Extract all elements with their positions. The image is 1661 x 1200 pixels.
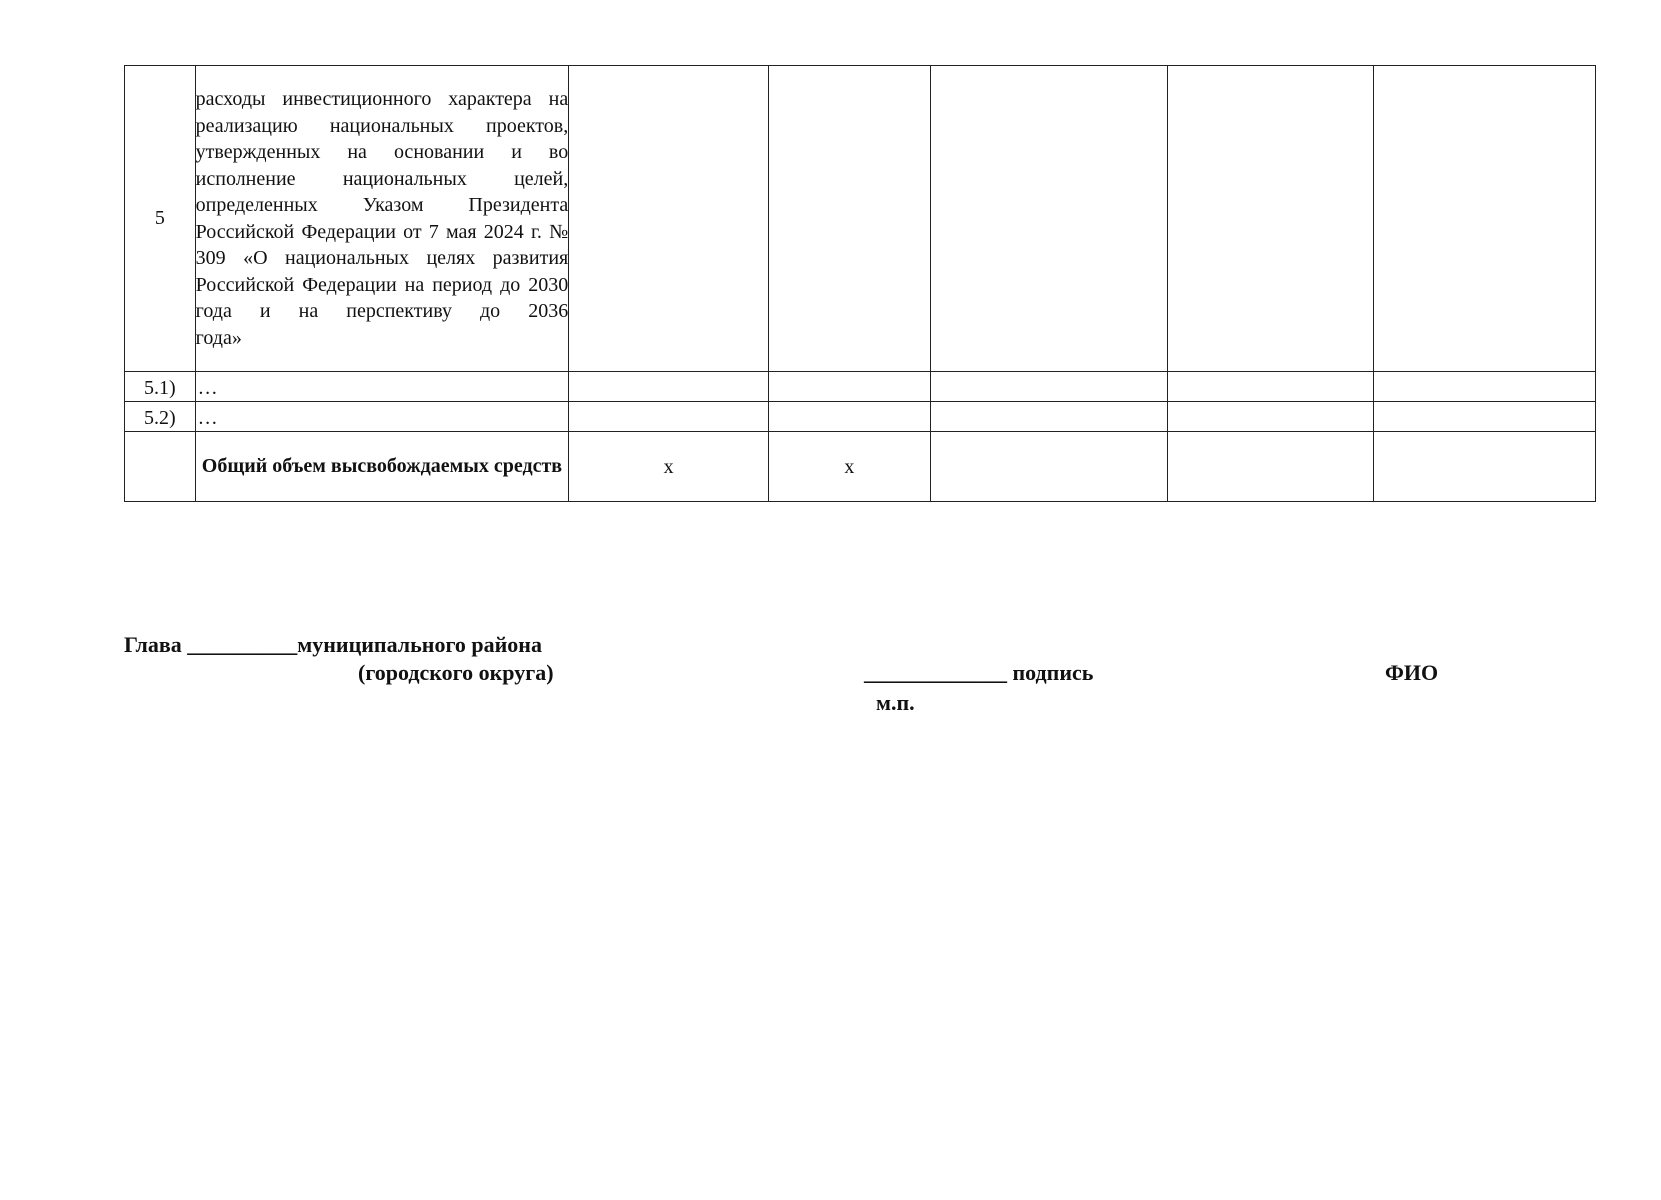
table-cell xyxy=(569,372,769,402)
table-cell xyxy=(930,66,1167,372)
table-cell xyxy=(930,372,1167,402)
row-description: расходы инвестиционного характера на реализацию национальных проектов, утвержденных на основании и во исполнение национальных целей, определенных Указом Президента Российской Федерации от 7 мая 2024 г. № 309 «О национальных целях развития Российской Федерации на период до 2030 года и на перспективу до 2036 года» xyxy=(195,66,569,372)
head-label: Глава __________муниципального района xyxy=(124,632,542,657)
table-cell xyxy=(1373,432,1595,502)
table-cell xyxy=(930,432,1167,502)
table-cell xyxy=(1167,402,1373,432)
row-number: 5.2) xyxy=(125,402,196,432)
district-note: (городского округа) xyxy=(358,660,554,685)
row-description: … xyxy=(195,402,569,432)
table-cell xyxy=(1167,372,1373,402)
table-row xyxy=(125,66,1596,372)
table-row xyxy=(125,372,1596,402)
fio-label: ФИО xyxy=(1385,660,1439,685)
row-description: … xyxy=(195,372,569,402)
total-label: Общий объем высвобождаемых средств xyxy=(195,432,569,502)
table-row xyxy=(125,402,1596,432)
total-cell-x: х xyxy=(769,432,931,502)
table-cell xyxy=(769,402,931,432)
table-cell xyxy=(569,66,769,372)
table-cell xyxy=(1373,402,1595,432)
table-cell xyxy=(1373,372,1595,402)
budget-table xyxy=(124,65,1596,502)
table-cell xyxy=(125,432,196,502)
signature-line: _____________ подпись xyxy=(864,660,1094,685)
table-cell xyxy=(1167,432,1373,502)
table-cell xyxy=(1167,66,1373,372)
total-row xyxy=(125,432,1596,502)
table-cell xyxy=(930,402,1167,432)
total-cell-x: х xyxy=(569,432,769,502)
stamp-label: м.п. xyxy=(876,690,915,715)
row-number: 5 xyxy=(125,66,196,372)
table-cell xyxy=(569,402,769,432)
row-number: 5.1) xyxy=(125,372,196,402)
table-cell xyxy=(769,372,931,402)
table-cell xyxy=(1373,66,1595,372)
table-cell xyxy=(769,66,931,372)
